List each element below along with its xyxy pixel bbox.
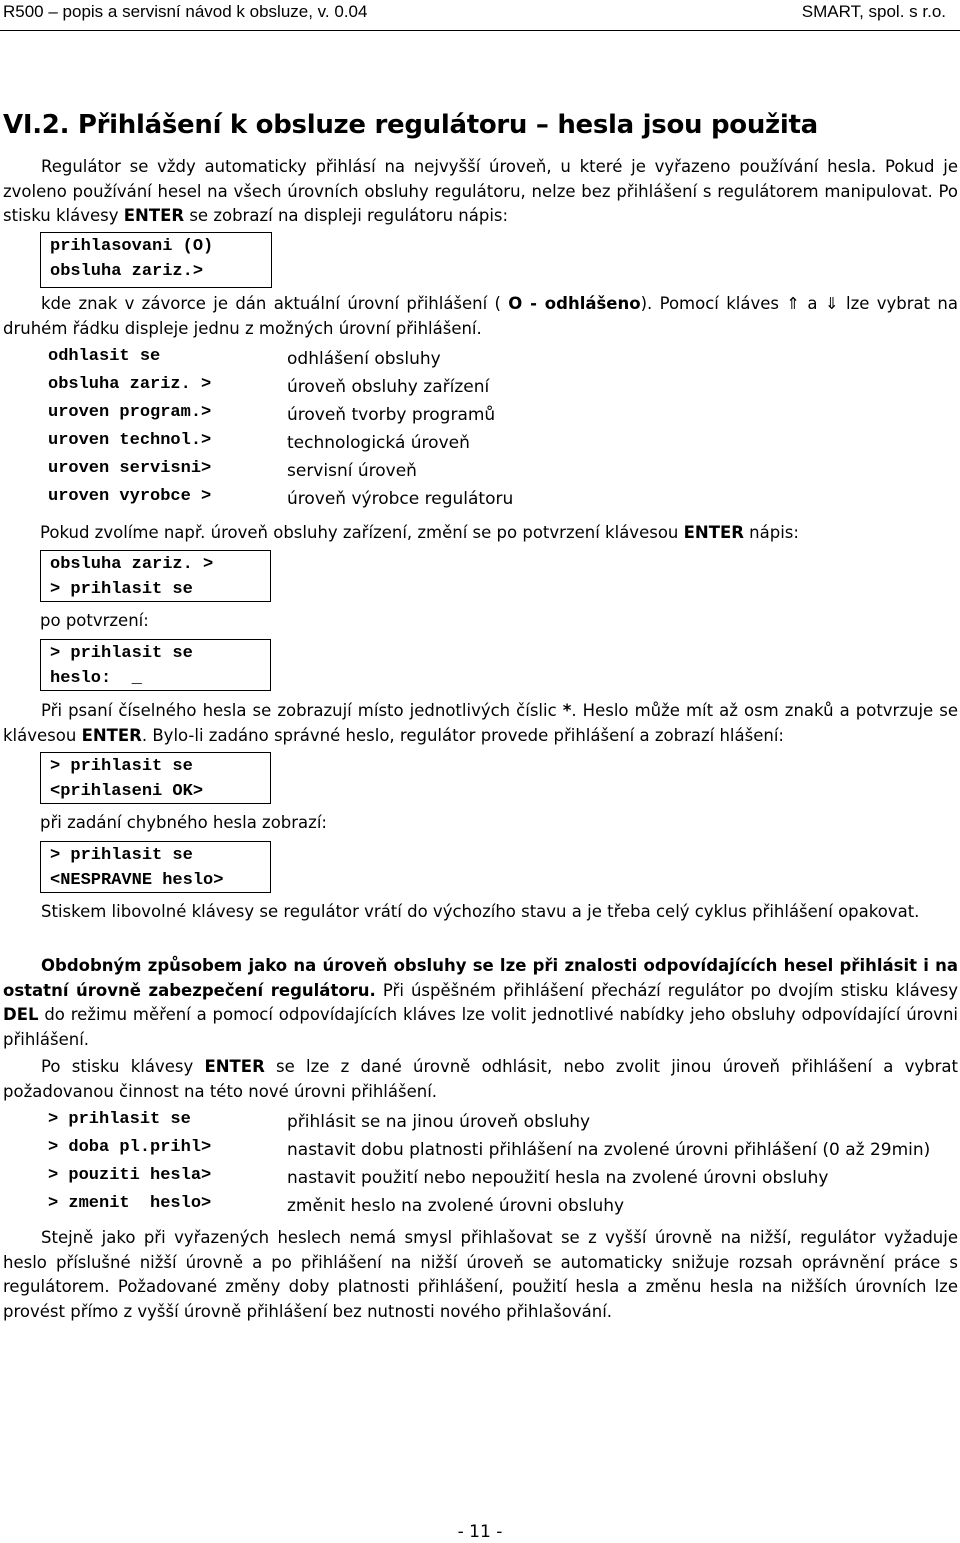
display-box-password <box>40 639 271 691</box>
display-line-2: heslo: _ <box>50 668 142 688</box>
menu-code: > pouziti hesla> <box>48 1166 212 1185</box>
choose-text: Pokud zvolíme např. úroveň obsluhy zařízení, změní se po potvrzení klávesou <box>40 523 684 542</box>
password-text: Při psaní číselného hesla se zobrazují místo jednotlivých číslic <box>41 701 563 720</box>
password-paragraph <box>3 699 958 748</box>
after-confirm-label: po potvrzení: <box>40 611 149 630</box>
menu-code: > prihlasit se <box>48 1110 191 1129</box>
menu-desc: nastavit dobu platnosti přihlášení na zvolené úrovni přihlášení (0 až 29min) <box>287 1140 931 1160</box>
star-symbol: * <box>562 701 572 720</box>
display-line-1: > prihlasit se <box>50 757 193 776</box>
menu-code: > zmenit heslo> <box>48 1194 212 1213</box>
display-line-1: > prihlasit se <box>50 644 193 663</box>
level-code: odhlasit se <box>48 347 161 366</box>
display-box-level <box>40 550 271 602</box>
level-desc: technologická úroveň <box>287 433 470 453</box>
explain-paragraph <box>3 292 958 341</box>
wrong-password-label: při zadání chybného hesla zobrazí: <box>40 813 327 832</box>
level-code: uroven servisni> <box>48 459 212 478</box>
explain-text: kde znak v závorce je dán aktuální úrovní přihlášení ( <box>41 294 509 313</box>
display-line-2: <prihlaseni OK> <box>50 781 204 801</box>
password-text-2: . Heslo může mít až osm znaků a potvrzuje se klávesou <box>3 701 958 745</box>
intro-paragraph <box>3 155 958 229</box>
arrow-up-icon: ⇑ <box>786 294 801 313</box>
section-title: VI.2. Přihlášení k obsluze regulátoru – hesla jsou použita <box>3 110 818 140</box>
header-company: SMART, spol. s r.o. <box>801 2 946 21</box>
choose-paragraph <box>40 521 958 546</box>
header-document-title: R500 – popis a servisní návod k obsluze, v. 0.04 <box>3 2 368 21</box>
key-enter: ENTER <box>204 1057 265 1076</box>
choose-text-end: nápis: <box>743 523 799 542</box>
explain-text-2: ). Pomocí kláves <box>640 294 787 313</box>
intro-text-end: se zobrazí na displeji regulátoru nápis: <box>184 206 509 225</box>
repeat-paragraph: Stiskem libovolné klávesy se regulátor vrátí do výchozího stavu a je třeba celý cyklus přihlášení opakovat. <box>41 902 920 921</box>
closing-paragraph: Stejně jako při vyřazených heslech nemá smysl přihlašovat se z vyšší úrovně na nižší, regulátor vyžaduje heslo příslušné nižší úrovně a po přihlášení na nižší úroveň se automaticky snižuje rozsah oprávnění práce s regulátorem. Požadované změny doby platnosti přihlášení, použití hesla a změnu hesla na nižších úrovních lze provést přímo z vyšší úrovně přihlášení bez nutnosti nového přihlašování. <box>3 1228 958 1321</box>
level-code: uroven vyrobce > <box>48 487 212 506</box>
status-logged-out: O - odhlášeno <box>508 294 641 313</box>
after-enter-paragraph <box>3 1055 958 1104</box>
menu-desc: změnit heslo na zvolené úrovni obsluhy <box>287 1196 625 1216</box>
similar-text: Při úspěšném přihlášení přechází regulátor po dvojím stisku klávesy <box>375 980 959 1000</box>
display-line-2: obsluha zariz.> <box>50 261 204 281</box>
display-line-2: <NESPRAVNE heslo> <box>50 870 224 890</box>
display-box-wrong-password <box>40 841 271 893</box>
key-enter: ENTER <box>683 523 744 542</box>
password-text-3: . Bylo-li zadáno správné heslo, regulátor provede přihlášení a zobrazí hlášení: <box>141 725 784 745</box>
explain-text-4: lze vybrat na druhém řádku displeje jednu z možných úrovní přihlášení. <box>3 294 958 338</box>
level-code: uroven program.> <box>48 403 212 422</box>
level-desc: úroveň tvorby programů <box>287 405 496 425</box>
level-code: obsluha zariz. > <box>48 375 212 394</box>
key-enter: ENTER <box>81 725 142 745</box>
level-code: uroven technol.> <box>48 431 212 450</box>
level-desc: úroveň obsluhy zařízení <box>287 377 490 397</box>
display-line-2: > prihlasit se <box>50 579 193 599</box>
level-desc: servisní úroveň <box>287 461 417 481</box>
display-line-1: > prihlasit se <box>50 846 193 865</box>
menu-code: > doba pl.prihl> <box>48 1138 212 1157</box>
after-enter-text: Po stisku klávesy <box>41 1057 205 1076</box>
similar-paragraph <box>3 954 958 1052</box>
menu-desc: nastavit použití nebo nepoužití hesla na zvolené úrovni obsluhy <box>287 1168 829 1188</box>
display-line-1: prihlasovani (O) <box>50 237 214 256</box>
similar-bold-text: Obdobným způsobem jako na úroveň obsluhy se lze při znalosti odpovídajících hesel přihlásit i na ostatní úrovně zabezpečení regulátoru. <box>3 956 958 1000</box>
explain-text-3: a <box>800 294 825 313</box>
similar-text-end: do režimu měření a pomocí odpovídajících kláves lze volit jednotlivé nabídky jeho obsluhy odpovídající úrovni přihlášení. <box>3 1005 958 1049</box>
display-box-login-ok <box>40 752 271 804</box>
page-number: - 11 - <box>457 1522 503 1542</box>
level-desc: odhlášení obsluhy <box>287 349 441 369</box>
key-enter: ENTER <box>123 206 185 225</box>
arrow-down-icon: ⇓ <box>824 294 839 313</box>
header-divider <box>0 30 960 31</box>
level-desc: úroveň výrobce regulátoru <box>287 489 514 509</box>
display-box-login <box>40 232 272 288</box>
display-line-1: obsluha zariz. > <box>50 555 214 574</box>
menu-desc: přihlásit se na jinou úroveň obsluhy <box>287 1112 591 1132</box>
after-enter-text-end: se lze z dané úrovně odhlásit, nebo zvolit jinou úroveň přihlášení a vybrat požadovanou činnost na této nové úrovni přihlášení. <box>3 1057 958 1101</box>
key-del: DEL <box>3 1005 39 1024</box>
intro-text: Regulátor se vždy automaticky přihlásí na nejvyšší úroveň, u které je vyřazeno používání hesla. Pokud je zvoleno používání hesel na všech úrovních obsluhy regulátoru, nelze bez přihlášení s regulátorem manipulovat. Po stisku klávesy <box>3 157 958 225</box>
